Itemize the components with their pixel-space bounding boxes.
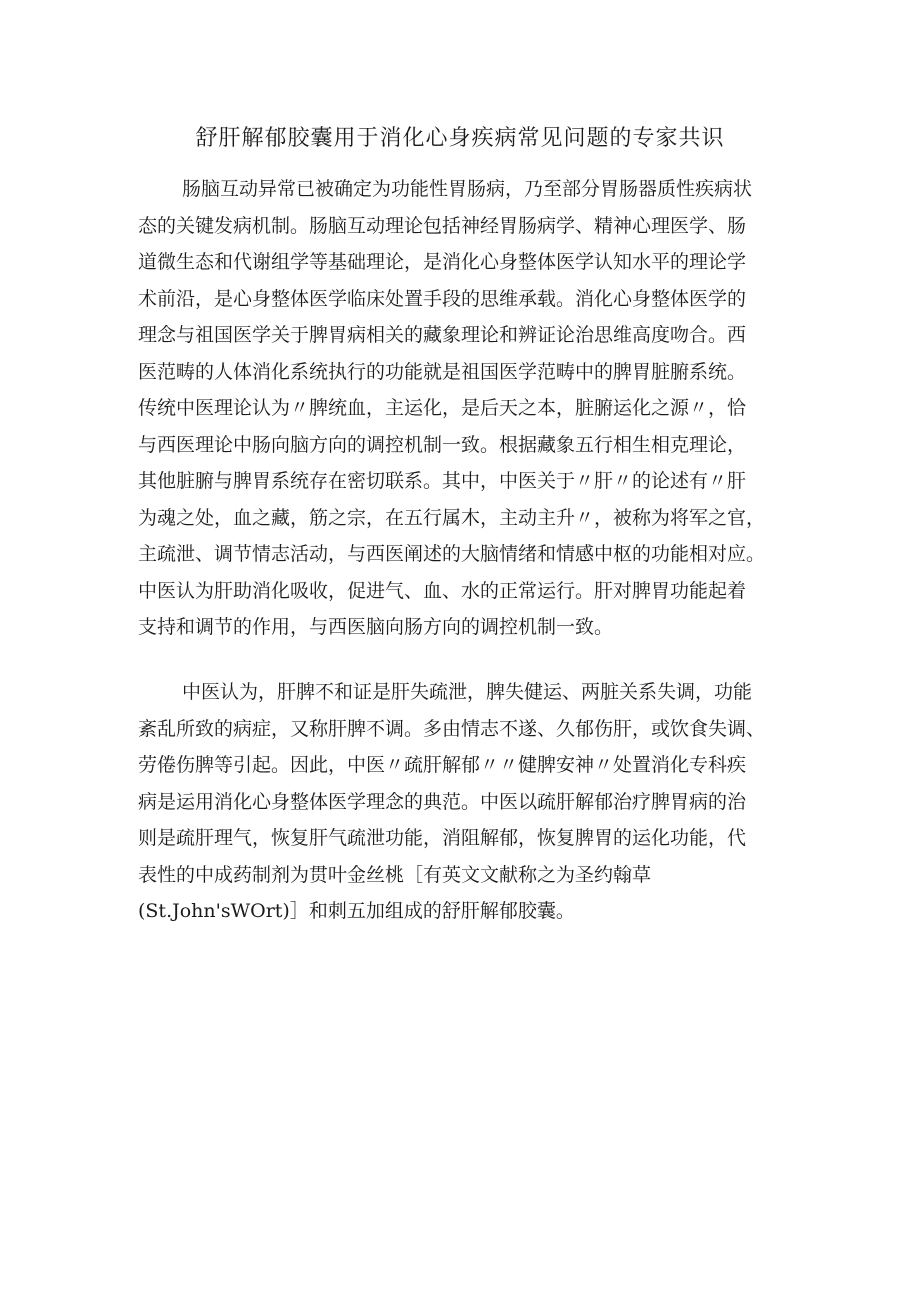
paragraph-1 bbox=[138, 171, 788, 646]
paragraph-line: (St.John'sWOrt)］和刺五加组成的舒肝解郁胶囊。 bbox=[138, 900, 575, 922]
paragraph-line: 支持和调节的作用，与西医脑向肠方向的调控机制一致。 bbox=[138, 616, 614, 638]
paragraph-line: 传统中医理论认为〃脾统血，主运化，是后天之本，脏腑运化之源〃，恰 bbox=[138, 397, 747, 419]
paragraph-line: 表性的中成药制剂为贯叶金丝桃［有英文文献称之为圣约翰草 bbox=[138, 863, 652, 886]
paragraph-line: 病是运用消化心身整体医学理念的典范。中医以疏肝解郁治疗脾胃病的治 bbox=[138, 790, 747, 813]
paragraph-line: 则是疏肝理气，恢复肝气疏泄功能，消阻解郁，恢复脾胃的运化功能，代 bbox=[138, 827, 747, 849]
paragraph-line: 主疏泄、调节情志活动，与西医阐述的大脑情绪和情感中枢的功能相对应。 bbox=[138, 543, 766, 565]
paragraph-line: 劳倦伤脾等引起。因此，中医〃疏肝解郁〃〃健脾安神〃处置消化专科疾 bbox=[138, 754, 747, 776]
paragraph-line: 其他脏腑与脾胃系统存在密切联系。其中，中医关于〃肝〃的论述有〃肝 bbox=[138, 470, 747, 492]
paragraph-2 bbox=[138, 674, 788, 930]
paragraph-line: 肠脑互动异常已被确定为功能性胃肠病，乃至部分胃肠器质性疾病状 bbox=[182, 178, 753, 200]
paragraph-line: 术前沿，是心身整体医学临床处置手段的思维承载。消化心身整体医学的 bbox=[138, 287, 747, 310]
paragraph-line: 紊乱所致的病症，又称肝脾不调。多由情志不遂、久郁伤肝，或饮食失调、 bbox=[138, 717, 766, 740]
document-body bbox=[138, 171, 788, 930]
paragraph-line: 为魂之处，血之藏，筋之宗，在五行属木，主动主升〃，被称为将军之官， bbox=[138, 506, 766, 529]
document-title: 舒肝解郁胶囊用于消化心身疾病常见问题的专家共识 bbox=[195, 126, 725, 151]
paragraph-line: 理念与祖国医学关于脾胃病相关的藏象理论和辨证论治思维高度吻合。西 bbox=[138, 324, 747, 346]
paragraph-line: 与西医理论中肠向脑方向的调控机制一致。根据藏象五行相生相克理论， bbox=[138, 433, 747, 456]
paragraph-line: 道微生态和代谢组学等基础理论，是消化心身整体医学认知水平的理论学 bbox=[138, 251, 747, 273]
paragraph-line: 中医认为，肝脾不和证是肝失疏泄，脾失健运、两脏关系失调，功能 bbox=[182, 681, 753, 703]
paragraph-line: 中医认为肝助消化吸收，促进气、血、水的正常运行。肝对脾胃功能起着 bbox=[138, 579, 747, 602]
paragraph-line: 态的关键发病机制。肠脑互动理论包括神经胃肠病学、精神心理医学、肠 bbox=[138, 214, 747, 237]
paragraph-line: 医范畴的人体消化系统执行的功能就是祖国医学范畴中的脾胃脏腑系统。 bbox=[138, 360, 747, 383]
